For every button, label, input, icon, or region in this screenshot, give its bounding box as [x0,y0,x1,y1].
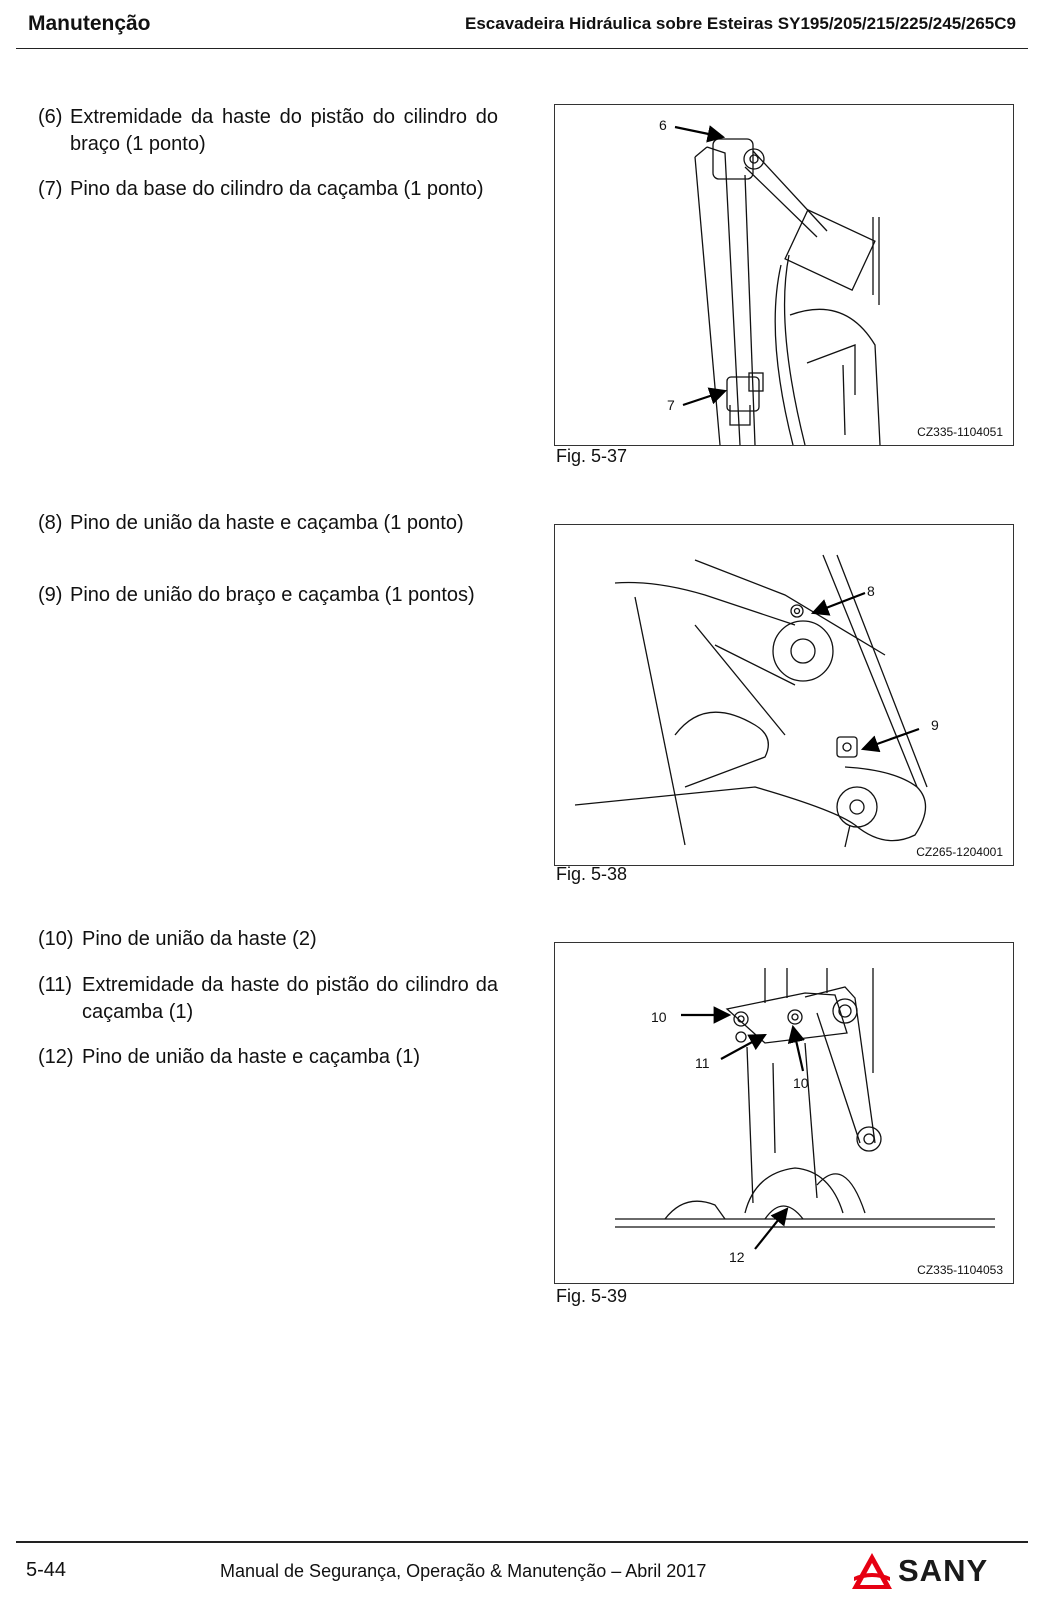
item-text: Pino de união da haste e caçamba (1 ponto) [70,512,464,534]
item-label: (12) [38,1046,74,1068]
callout-10-second: 10 [793,1075,809,1091]
figure-5-37 [554,104,1014,446]
item-text: Pino da base do cilindro da caçamba (1 ponto) [70,178,484,200]
item-12 [38,1044,498,1071]
page-number: 5-44 [26,1559,67,1581]
callout-9: 9 [931,717,939,733]
bucket-cylinder-drawing [555,943,1013,1283]
page-header [16,0,1028,49]
bucket-link-drawing [555,525,1013,865]
figure-5-39 [554,942,1014,1284]
figure-caption: Fig. 5-37 [556,446,628,466]
manual-title: Manual de Segurança, Operação & Manutenção – Abril 2017 [220,1561,707,1581]
item-6 [38,104,498,158]
figure-id: CZ335-1104051 [917,425,1003,439]
callout-8: 8 [867,583,875,599]
item-text: Pino de união da haste e caçamba (1) [82,1046,420,1068]
callout-6: 6 [659,117,667,133]
brand-name: SANY [898,1553,989,1588]
figure-id: CZ265-1204001 [916,845,1003,859]
figure-id: CZ335-1104053 [917,1263,1003,1277]
section-title: Manutenção [28,12,151,35]
item-label: (11) [38,974,73,996]
callout-10: 10 [651,1009,667,1025]
item-11 [38,972,498,1026]
item-label: (6) [38,106,63,128]
callout-7: 7 [667,397,675,413]
item-7 [38,176,498,203]
item-label: (7) [38,178,63,200]
item-text: Pino de união da haste (2) [82,928,317,950]
figure-caption: Fig. 5-39 [556,1286,628,1306]
document-title: Escavadeira Hidráulica sobre Esteiras SY195/205/215/225/245/265C9 [465,14,1016,33]
figure-caption: Fig. 5-38 [556,864,628,884]
item-text: Extremidade da haste do pistão do cilindro do braço (1 ponto) [70,106,498,155]
item-9 [38,582,498,609]
page-footer [16,1541,1028,1600]
item-10 [38,926,498,953]
item-label: (8) [38,512,63,534]
arm-cylinder-drawing [555,105,1013,445]
figure-5-38 [554,524,1014,866]
item-8 [38,510,498,537]
item-label: (9) [38,584,63,606]
item-label: (10) [38,928,74,950]
callout-11: 11 [695,1055,710,1071]
item-text: Extremidade da haste do pistão do cilindro da caçamba (1) [82,974,498,1023]
callout-12: 12 [729,1249,745,1265]
sany-logo [850,1551,1010,1593]
sany-logo-icon [850,1551,894,1593]
item-text: Pino de união do braço e caçamba (1 pontos) [70,584,475,606]
